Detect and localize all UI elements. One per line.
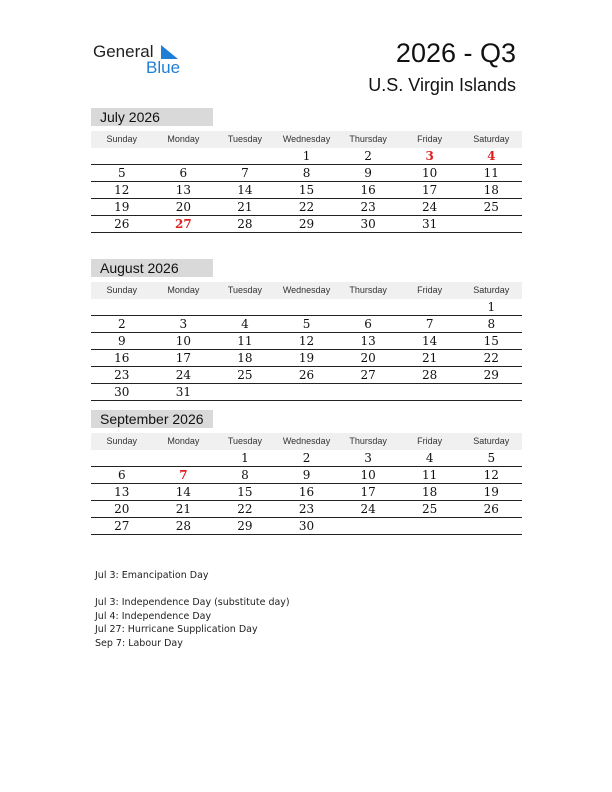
day-cell: 12 [114, 183, 130, 197]
day-cell: 3 [179, 317, 188, 331]
day-cell: 5 [117, 166, 126, 180]
day-cell [214, 299, 276, 315]
weekday-label: Wednesday [282, 134, 331, 144]
day-cell: 13 [175, 183, 191, 197]
weekday-label: Saturday [473, 285, 510, 295]
week-row [91, 316, 522, 333]
day-cell: 5 [302, 317, 311, 331]
day-cell: 14 [422, 334, 438, 348]
weekday-label: Friday [417, 436, 443, 446]
day-cell: 29 [237, 519, 253, 533]
weekday-label: Monday [167, 285, 200, 295]
day-cell: 11 [483, 166, 499, 180]
day-cell: 9 [302, 468, 311, 482]
day-cell: 29 [483, 368, 499, 382]
day-cell: 8 [487, 317, 496, 331]
day-cell [153, 450, 215, 466]
day-cell: 15 [237, 485, 253, 499]
day-cell: 11 [422, 468, 438, 482]
weekday-header-row [91, 433, 522, 450]
day-cell: 17 [175, 351, 191, 365]
day-cell: 23 [298, 502, 315, 516]
weekday-label: Saturday [473, 436, 510, 446]
day-cell [337, 518, 399, 534]
day-cell: 13 [360, 334, 376, 348]
day-cell: 16 [114, 351, 130, 365]
month-july [91, 108, 522, 233]
day-cell [460, 384, 522, 400]
day-cell: 18 [483, 183, 499, 197]
weekday-label: Saturday [473, 134, 510, 144]
day-cell: 23 [360, 200, 376, 214]
weekday-label: Monday [167, 134, 200, 144]
day-cell: 27 [114, 519, 130, 533]
day-cell: 10 [360, 468, 376, 482]
holiday-note: Jul 3: Independence Day (substitute day) [95, 597, 290, 608]
day-cell: 22 [298, 200, 315, 214]
day-cell [337, 384, 399, 400]
day-cell: 19 [114, 200, 130, 214]
day-cell: 24 [175, 368, 191, 382]
day-cell: 21 [175, 502, 191, 516]
day-cell [214, 148, 276, 164]
weekday-label: Thursday [349, 436, 387, 446]
calendar-grid [91, 131, 522, 233]
day-cell: 9 [117, 334, 126, 348]
day-cell: 12 [483, 468, 499, 482]
day-cell: 10 [422, 166, 438, 180]
day-cell: 21 [422, 351, 438, 365]
day-cell: 2 [117, 317, 126, 331]
week-row [91, 518, 522, 535]
day-cell: 31 [422, 217, 438, 231]
day-cell: 8 [241, 468, 249, 482]
weekday-label: Monday [167, 436, 200, 446]
week-row [91, 216, 522, 233]
weekday-label: Thursday [349, 134, 387, 144]
holiday-day-cell: 4 [487, 149, 496, 163]
calendar-grid [91, 282, 522, 401]
holiday-note: Jul 3: Emancipation Day [95, 570, 209, 581]
holiday-day-cell: 3 [425, 149, 434, 163]
day-cell: 7 [241, 166, 249, 180]
day-cell: 30 [360, 217, 376, 231]
day-cell: 18 [422, 485, 438, 499]
day-cell: 25 [422, 502, 438, 516]
generalblue-logo [93, 42, 193, 78]
day-cell: 31 [175, 385, 191, 399]
day-cell: 9 [364, 166, 372, 180]
day-cell [91, 148, 153, 164]
logo-word-general: General [93, 42, 154, 61]
week-row [91, 367, 522, 384]
day-cell: 1 [302, 149, 311, 163]
day-cell: 20 [114, 502, 130, 516]
page-title: 2026 - Q3 [395, 38, 516, 68]
day-cell: 3 [364, 451, 372, 465]
day-cell [153, 148, 215, 164]
week-row [91, 199, 522, 216]
day-cell: 22 [483, 351, 499, 365]
holiday-note: Sep 7: Labour Day [95, 637, 183, 649]
holiday-day-cell: 27 [175, 217, 192, 231]
day-cell: 18 [237, 351, 253, 365]
weekday-header-row [91, 131, 522, 148]
day-cell: 6 [117, 468, 126, 482]
holiday-notes-group-2 [95, 596, 290, 649]
week-row [91, 384, 522, 401]
week-row [91, 501, 522, 518]
weekday-label: Sunday [106, 436, 138, 446]
day-cell: 15 [483, 334, 499, 348]
day-cell: 10 [175, 334, 191, 348]
day-cell: 28 [237, 217, 253, 231]
day-cell [460, 518, 522, 534]
week-row [91, 484, 522, 501]
day-cell [399, 518, 461, 534]
day-cell: 20 [360, 351, 376, 365]
week-row [91, 299, 522, 316]
weekday-label: Tuesday [227, 436, 263, 446]
day-cell [91, 299, 153, 315]
day-cell: 26 [483, 502, 499, 516]
day-cell: 17 [360, 485, 376, 499]
day-cell: 16 [360, 183, 376, 197]
day-cell: 25 [483, 200, 499, 214]
day-cell: 13 [114, 485, 130, 499]
day-cell: 16 [298, 485, 315, 499]
week-row [91, 182, 522, 199]
day-cell: 5 [487, 451, 496, 465]
weekday-label: Tuesday [227, 285, 263, 295]
day-cell: 28 [175, 519, 191, 533]
month-august [91, 259, 522, 401]
day-cell: 20 [175, 200, 191, 214]
day-cell: 19 [483, 485, 499, 499]
day-cell: 30 [298, 519, 315, 533]
calendar-grid [91, 433, 522, 535]
day-cell: 2 [364, 149, 372, 163]
holiday-note: Jul 27: Hurricane Supplication Day [95, 624, 258, 635]
weekday-label: Tuesday [227, 134, 263, 144]
holiday-day-cell: 7 [179, 468, 188, 482]
week-row [91, 148, 522, 165]
day-cell: 14 [237, 183, 253, 197]
month-september [91, 410, 522, 535]
day-cell: 25 [237, 368, 253, 382]
day-cell: 30 [114, 385, 130, 399]
weekday-label: Friday [417, 134, 443, 144]
day-cell [337, 299, 399, 315]
day-cell: 12 [298, 334, 315, 348]
day-cell [399, 299, 461, 315]
weekday-label: Friday [417, 285, 443, 295]
day-cell [153, 299, 215, 315]
day-cell: 6 [364, 317, 372, 331]
country-name: U.S. Virgin Islands [368, 75, 516, 95]
holiday-notes-group-1 [95, 569, 290, 583]
day-cell: 15 [298, 183, 315, 197]
week-row [91, 165, 522, 182]
day-cell: 23 [114, 368, 130, 382]
month-label: July 2026 [91, 108, 213, 126]
day-cell: 29 [298, 217, 315, 231]
day-cell: 19 [298, 351, 315, 365]
month-label: August 2026 [91, 259, 213, 277]
week-row [91, 350, 522, 367]
holiday-notes [95, 569, 290, 649]
day-cell [399, 384, 461, 400]
day-cell: 22 [237, 502, 253, 516]
month-label: September 2026 [91, 410, 213, 428]
day-cell: 24 [422, 200, 438, 214]
week-row [91, 467, 522, 484]
day-cell: 26 [298, 368, 315, 382]
weekday-label: Wednesday [282, 285, 331, 295]
day-cell: 17 [422, 183, 438, 197]
weekday-label: Thursday [349, 285, 387, 295]
day-cell: 1 [241, 451, 249, 465]
day-cell: 24 [360, 502, 376, 516]
day-cell [276, 299, 338, 315]
day-cell: 14 [175, 485, 191, 499]
weekday-header-row [91, 282, 522, 299]
day-cell: 2 [302, 451, 311, 465]
day-cell: 4 [241, 317, 249, 331]
day-cell [460, 216, 522, 232]
logo-word-blue: Blue [146, 58, 181, 77]
day-cell: 26 [114, 217, 130, 231]
weekday-label: Sunday [106, 134, 138, 144]
day-cell: 27 [360, 368, 376, 382]
holiday-note: Jul 4: Independence Day [95, 610, 212, 622]
day-cell [91, 450, 153, 466]
day-cell: 21 [237, 200, 253, 214]
week-row [91, 333, 522, 350]
day-cell: 8 [302, 166, 311, 180]
day-cell: 6 [179, 166, 188, 180]
day-cell: 11 [237, 334, 253, 348]
day-cell [276, 384, 338, 400]
weekday-label: Sunday [106, 285, 138, 295]
day-cell: 4 [425, 451, 434, 465]
day-cell: 7 [425, 317, 434, 331]
day-cell [214, 384, 276, 400]
weekday-label: Wednesday [282, 436, 331, 446]
day-cell: 28 [422, 368, 438, 382]
week-row [91, 450, 522, 467]
day-cell: 1 [487, 300, 496, 314]
